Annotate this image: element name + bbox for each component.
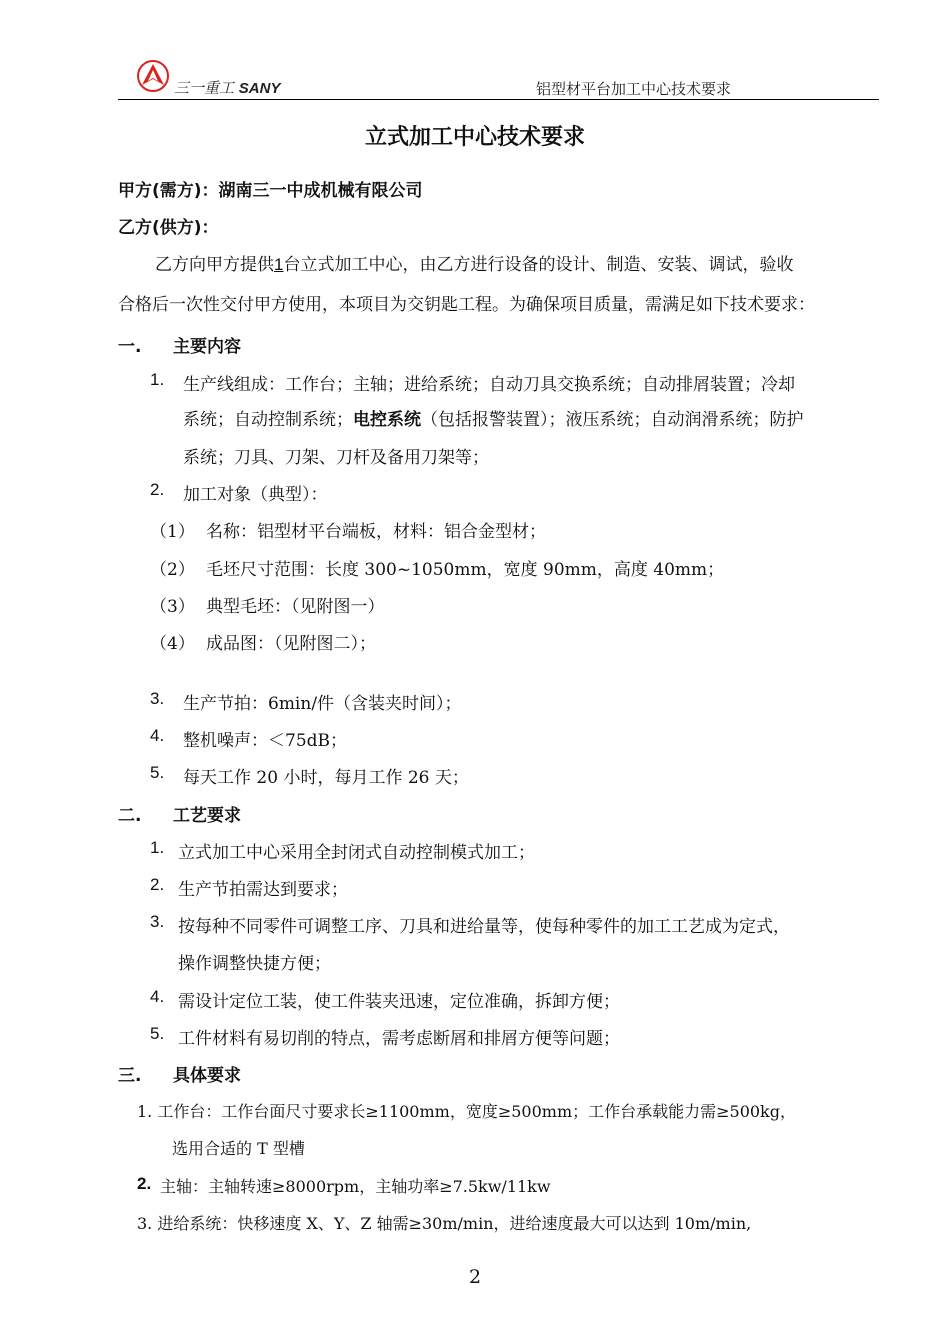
- sub-item-number: （3）: [150, 597, 195, 617]
- item-text: 系统；刀具、刀架、刀杆及备用刀架等；: [183, 448, 489, 468]
- page-title: 立式加工中心技术要求: [364, 125, 585, 150]
- item-number: 2.: [150, 480, 165, 499]
- item-text: 3. 进给系统：快移速度 X、Y、Z 轴需≥30m/min，进给速度最大可以达到 10m/min,: [137, 1214, 752, 1233]
- item-number: 1.: [150, 838, 165, 857]
- sub-item-text: 典型毛坯：（见附图一）: [206, 597, 385, 617]
- brand-en: SANY: [238, 80, 281, 97]
- brand-name: [174, 77, 280, 98]
- item-number: 4.: [150, 726, 165, 745]
- item-number: 5.: [150, 1024, 165, 1043]
- sub-item-text: 毛坯尺寸范围：长度 300~1050mm，宽度 90mm，高度 40mm；: [206, 560, 725, 580]
- header-rule: [118, 99, 879, 100]
- sub-item-text: 名称：铝型材平台端板，材料：铝合金型材；: [206, 522, 546, 542]
- section-1-number: 一.: [118, 337, 142, 357]
- section-1-title: 主要内容: [173, 337, 241, 357]
- section-3-title: 具体要求: [173, 1066, 241, 1086]
- sub-item-text: 成品图：（见附图二）；: [206, 634, 376, 654]
- item-text-part: （包括报警装置）；液压系统；自动润滑系统；防护: [421, 410, 804, 430]
- item-number: 4.: [150, 987, 165, 1006]
- section-2-number: 二.: [118, 806, 142, 826]
- item-text: 生产节拍需达到要求；: [178, 880, 348, 900]
- item-text: 选用合适的 T 型槽: [172, 1139, 305, 1158]
- item-text: 生产线组成：工作台；主轴；进给系统；自动刀具交换系统；自动排屑装置；冷却: [183, 375, 795, 395]
- header-doc-name: 铝型材平台加工中心技术要求: [536, 80, 732, 98]
- party-b: 乙方(供方)：: [118, 218, 219, 238]
- intro-quantity: 1: [274, 255, 284, 274]
- page-number: 2: [468, 1266, 482, 1288]
- item-text: 主轴：主轴转速≥8000rpm，主轴功率≥7.5kw/11kw: [160, 1177, 551, 1196]
- item-number: 1.: [150, 370, 165, 389]
- intro-line-2: 合格后一次性交付甲方使用，本项目为交钥匙工程。为确保项目质量，需满足如下技术要求：: [118, 295, 815, 315]
- item-text: 1. 工作台：工作台面尺寸要求长≥1100mm，宽度≥500mm；工作台承载能力需≥500kg，: [137, 1102, 796, 1121]
- brand-cn: 三一重工: [174, 79, 235, 97]
- party-a: 甲方(需方)：湖南三一中成机械有限公司: [118, 181, 423, 201]
- item-number: 2.: [150, 875, 165, 894]
- item-text: 加工对象（典型）：: [183, 485, 328, 505]
- intro-text: 台立式加工中心，由乙方进行设备的设计、制造、安装、调试，验收: [283, 255, 794, 275]
- intro-line-1: [155, 250, 793, 275]
- item-number: 3.: [150, 912, 165, 931]
- section-3-number: 三.: [118, 1066, 142, 1086]
- intro-text: 乙方向甲方提供: [155, 255, 274, 275]
- item-text: [183, 405, 804, 430]
- sub-item-number: （1）: [150, 522, 195, 542]
- item-text: 立式加工中心采用全封闭式自动控制模式加工；: [178, 843, 535, 863]
- item-number: 5.: [150, 763, 165, 782]
- item-text: 工件材料有易切削的特点，需考虑断屑和排屑方便等问题；: [178, 1029, 620, 1049]
- item-number: 3.: [150, 689, 165, 708]
- item-text: 生产节拍：6min/件（含装夹时间）；: [183, 694, 462, 714]
- item-text-bold: 电控系统: [353, 410, 421, 430]
- sany-logo-icon: [136, 60, 170, 92]
- item-number: 2.: [137, 1174, 152, 1193]
- item-text: 操作调整快捷方便；: [178, 954, 331, 974]
- item-text: 整机噪声：＜75dB；: [183, 731, 348, 751]
- item-text-part: 系统；自动控制系统；: [183, 410, 353, 430]
- sub-item-number: （4）: [150, 634, 195, 654]
- item-text: 需设计定位工装，使工件装夹迅速，定位准确，拆卸方便；: [178, 992, 620, 1012]
- section-2-title: 工艺要求: [173, 806, 241, 826]
- item-text: 按每种不同零件可调整工序、刀具和进给量等，使每种零件的加工工艺成为定式，: [178, 917, 790, 937]
- item-text: 每天工作 20 小时，每月工作 26 天；: [183, 768, 469, 788]
- sub-item-number: （2）: [150, 560, 195, 580]
